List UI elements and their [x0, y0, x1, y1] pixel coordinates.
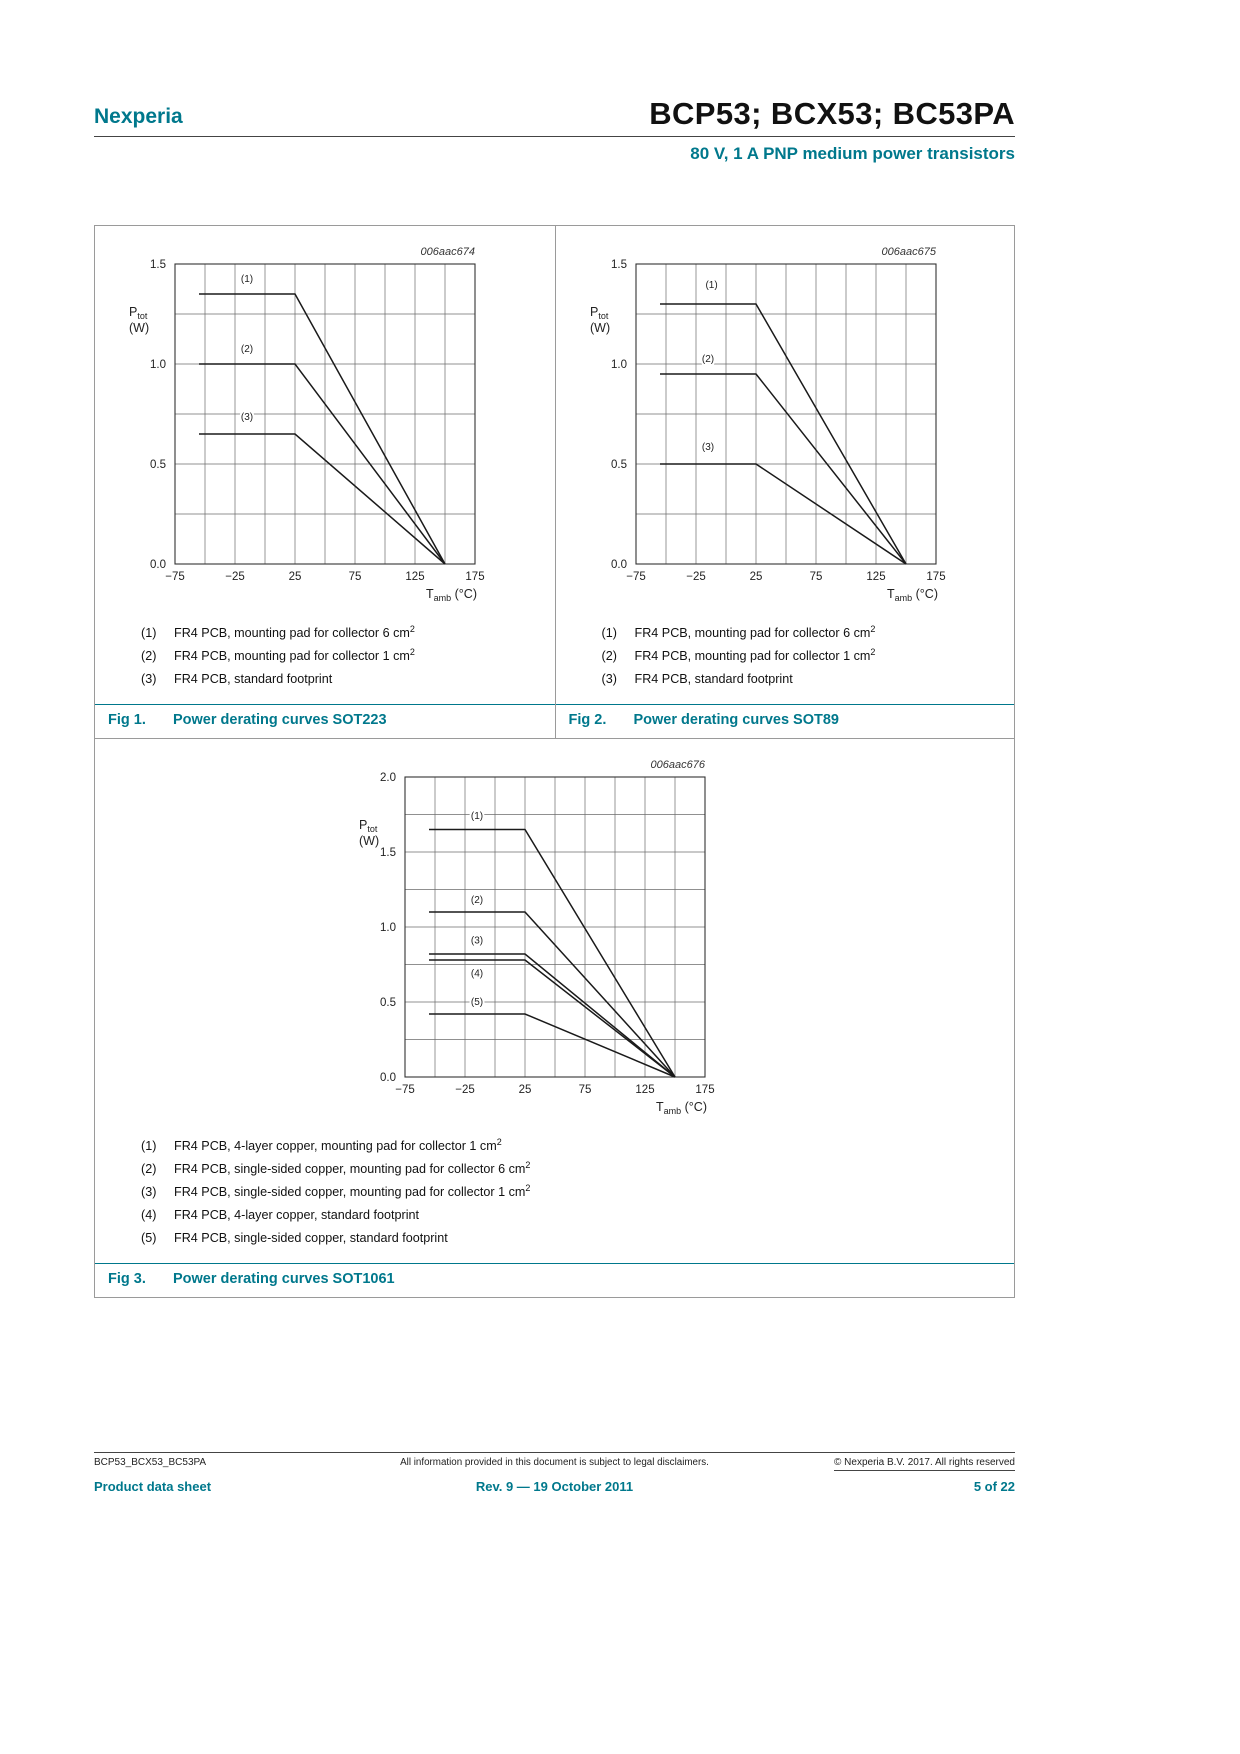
figure-3-panel — [95, 739, 1014, 1297]
figure-note-text: FR4 PCB, 4-layer copper, standard footprint — [174, 1208, 419, 1222]
figure-top-row — [95, 226, 1014, 739]
svg-text:0.0: 0.0 — [610, 559, 627, 571]
figure-note-text: FR4 PCB, 4-layer copper, mounting pad for collector 1 $cm^2$ — [174, 1136, 502, 1153]
svg-text:175: 175 — [695, 1084, 715, 1096]
svg-text:1.5: 1.5 — [610, 259, 627, 271]
svg-text:006aac674: 006aac674 — [420, 246, 475, 258]
svg-text:(2): (2) — [470, 895, 484, 906]
svg-text:1.5: 1.5 — [150, 259, 166, 271]
figure-1-notes — [141, 625, 543, 694]
svg-text:(3): (3) — [701, 442, 714, 453]
footer-revision: Rev. 9 — 19 October 2011 — [475, 1479, 634, 1494]
svg-text:125: 125 — [405, 571, 425, 583]
svg-text:0.5: 0.5 — [150, 459, 166, 471]
svg-text:25: 25 — [749, 571, 762, 583]
figure-note-number: (2) — [601, 649, 617, 663]
footer-doc-type: Product data sheet — [94, 1479, 212, 1494]
figure-caption-label: Fig 3. — [108, 1271, 146, 1287]
figure-note-text: FR4 PCB, standard footprint — [634, 672, 793, 686]
svg-text:−75: −75 — [625, 571, 646, 583]
svg-text:1.0: 1.0 — [150, 359, 166, 371]
figure-3-notes — [141, 1138, 1002, 1253]
svg-text:(5): (5) — [470, 997, 484, 1008]
svg-text:Tamb (°C): $T_{amb}$ (°C) — [886, 587, 938, 603]
svg-text:Ptot: $P_{tot}$ — [589, 305, 608, 321]
svg-text:(W): (W) — [589, 321, 610, 335]
svg-text:75: 75 — [578, 1084, 592, 1096]
svg-text:(1): (1) — [704, 280, 718, 291]
svg-text:Tamb (°C): $T_{amb}$ (°C) — [426, 587, 477, 603]
figure-2-notes — [602, 625, 1003, 694]
figure-note-number: (4) — [141, 1208, 157, 1222]
svg-text:(4): (4) — [470, 968, 484, 980]
svg-text:−75: −75 — [395, 1084, 415, 1096]
svg-text:(1): (1) — [470, 811, 484, 822]
figure-caption-title: Power derating curves SOT223 — [173, 712, 387, 728]
figure-note — [141, 1207, 1002, 1224]
footer-meta-row — [94, 1479, 1015, 1494]
page-footer — [94, 1452, 1015, 1494]
figure-caption-label: Fig 2. — [568, 712, 607, 728]
figure-note — [141, 1184, 1002, 1201]
figure-note-text: FR4 PCB, single-sided copper, mounting pad for collector 6 $cm^2$ — [174, 1159, 531, 1176]
figure-1-panel — [95, 226, 555, 738]
figure-note-number: (3) — [141, 672, 157, 686]
svg-text:Ptot: $P_{tot}$ — [359, 818, 378, 834]
figure-note — [141, 1138, 1002, 1155]
svg-text:−25: −25 — [685, 571, 706, 583]
svg-text:1.0: 1.0 — [380, 922, 396, 934]
footer-copyright: © Nexperia B.V. 2017. All rights reserved — [834, 1457, 1015, 1471]
figure-2-caption — [556, 704, 1015, 738]
svg-text:(3): (3) — [470, 935, 484, 947]
figure-caption-title: Power derating curves SOT1061 — [173, 1271, 395, 1287]
svg-text:(1): (1) — [240, 274, 254, 285]
footer-page-indicator: 5 of 22 — [973, 1479, 1015, 1494]
svg-text:0.0: 0.0 — [380, 1072, 396, 1084]
figure-note-number: (2) — [141, 1162, 157, 1176]
figure-note — [602, 625, 1003, 642]
power-derating-chart-sot223 — [97, 234, 521, 612]
svg-text:(2): (2) — [701, 354, 714, 365]
svg-text:−25: −25 — [225, 571, 245, 583]
header-row — [94, 98, 1015, 137]
figure-note-number: (2) — [141, 649, 157, 663]
figure-note — [141, 1161, 1002, 1178]
svg-text:175: 175 — [465, 571, 485, 583]
figure-2-panel — [555, 226, 1015, 738]
brand-logo: Nexperia — [94, 105, 183, 128]
svg-text:25: 25 — [288, 571, 302, 583]
figure-note-number: (1) — [141, 1139, 157, 1153]
svg-text:125: 125 — [865, 571, 886, 583]
figure-1-caption — [95, 704, 555, 738]
svg-text:125: 125 — [635, 1084, 655, 1096]
svg-text:−25: −25 — [455, 1084, 475, 1096]
svg-text:006aac675: 006aac675 — [881, 246, 936, 258]
figure-note — [141, 625, 543, 642]
svg-text:25: 25 — [518, 1084, 532, 1096]
svg-text:006aac676: 006aac676 — [650, 759, 705, 771]
svg-text:2.0: 2.0 — [380, 772, 396, 784]
figure-note-text: FR4 PCB, single-sided copper, mounting pad for collector 1 $cm^2$ — [174, 1182, 531, 1199]
svg-text:Ptot: $P_{tot}$ — [129, 305, 148, 321]
figure-note — [602, 648, 1003, 665]
footer-disclaimer: All information provided in this document is subject to legal disclaimers. — [400, 1457, 709, 1468]
figure-note-text: FR4 PCB, standard footprint — [174, 672, 333, 686]
figure-note — [602, 671, 1003, 688]
svg-text:Tamb (°C): $T_{amb}$ (°C) — [656, 1100, 707, 1116]
figure-note-text: FR4 PCB, mounting pad for collector 6 $cm^2$ — [174, 623, 415, 640]
figure-note — [141, 648, 543, 665]
figure-note-text: FR4 PCB, mounting pad for collector 6 $cm^2$ — [634, 623, 876, 640]
page-header — [94, 98, 1015, 164]
power-derating-chart-sot89 — [558, 234, 982, 612]
figure-caption-label: Fig 1. — [108, 712, 146, 728]
figure-note-number: (3) — [601, 672, 617, 686]
svg-text:−75: −75 — [165, 571, 185, 583]
figures-panel — [94, 225, 1015, 1298]
figure-note-number: (1) — [141, 626, 157, 640]
footer-doc-id: BCP53_BCX53_BC53PA — [94, 1457, 207, 1468]
svg-text:(2): (2) — [240, 344, 254, 355]
figure-note — [141, 671, 543, 688]
svg-text:1.0: 1.0 — [610, 359, 627, 371]
power-derating-chart-sot1061 — [327, 747, 751, 1125]
figure-note-text: FR4 PCB, mounting pad for collector 1 $cm^2$ — [634, 646, 876, 663]
svg-text:(W): (W) — [129, 321, 150, 335]
figure-note-number: (5) — [141, 1231, 157, 1245]
figure-note-text: FR4 PCB, single-sided copper, standard footprint — [174, 1231, 448, 1245]
footer-copyright-wrap — [719, 1457, 1015, 1468]
figure-note-number: (1) — [601, 626, 617, 640]
svg-text:175: 175 — [925, 571, 946, 583]
footer-legal-row — [94, 1452, 1015, 1468]
figure-note — [141, 1230, 1002, 1247]
figure-3-caption — [95, 1263, 1014, 1297]
svg-text:0.5: 0.5 — [610, 459, 627, 471]
figure-note-text: FR4 PCB, mounting pad for collector 1 $cm^2$ — [174, 646, 415, 663]
svg-text:1.5: 1.5 — [380, 847, 396, 859]
figure-caption-title: Power derating curves SOT89 — [633, 712, 839, 728]
document-title: BCP53; BCX53; BC53PA — [649, 96, 1015, 131]
svg-text:0.5: 0.5 — [380, 997, 396, 1009]
svg-text:(W): (W) — [359, 834, 380, 848]
svg-text:(3): (3) — [240, 412, 254, 423]
svg-text:75: 75 — [809, 571, 822, 583]
document-subtitle: 80 V, 1 A PNP medium power transistors — [690, 144, 1015, 163]
svg-text:75: 75 — [348, 571, 362, 583]
figure-note-number: (3) — [141, 1185, 157, 1199]
svg-text:0.0: 0.0 — [150, 559, 166, 571]
